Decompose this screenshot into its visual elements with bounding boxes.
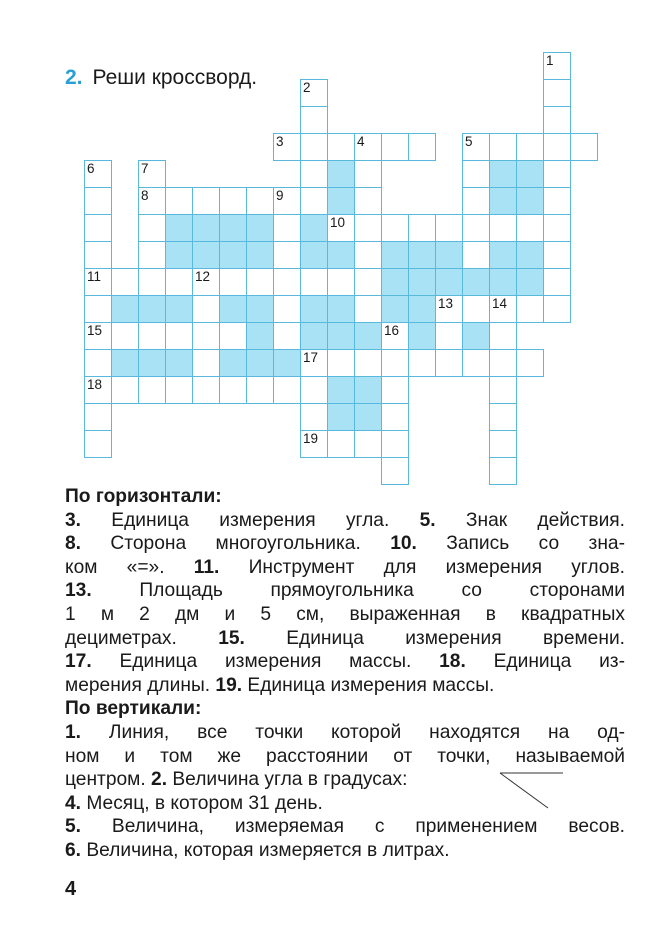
clue-number-label: 1. (65, 721, 82, 743)
letter-cell[interactable] (300, 376, 328, 404)
clue-text: Инструмент для измерения углов. (219, 556, 625, 578)
clue-text: Линия, все точки которой находятся на од- (81, 721, 625, 743)
letter-cell[interactable] (300, 106, 328, 134)
letter-cell[interactable] (543, 241, 571, 269)
letter-cell[interactable] (354, 160, 382, 188)
clue-line (65, 839, 625, 863)
letter-cell[interactable] (435, 349, 463, 377)
clue-number-label: 8. (65, 533, 82, 555)
letter-cell[interactable] (165, 322, 193, 350)
letter-cell[interactable] (300, 187, 328, 215)
letter-cell[interactable] (462, 187, 490, 215)
letter-cell[interactable] (462, 133, 490, 161)
filled-cell (327, 376, 355, 404)
letter-cell[interactable] (273, 241, 301, 269)
clue-line (65, 556, 625, 580)
clue-number-label: 10. (390, 533, 417, 555)
letter-cell[interactable] (516, 349, 544, 377)
clue-text: Сторона многоугольника. (81, 533, 391, 555)
filled-cell (192, 241, 220, 269)
clue-line (65, 603, 625, 627)
letter-cell[interactable] (84, 349, 112, 377)
letter-cell[interactable] (489, 457, 517, 485)
letter-cell[interactable] (489, 430, 517, 458)
clue-text: Величина, измеряемая с применением весов. (81, 816, 625, 838)
filled-cell (192, 214, 220, 242)
letter-cell[interactable] (489, 376, 517, 404)
letter-cell[interactable] (543, 79, 571, 107)
clue-number: 17 (303, 350, 319, 365)
letter-cell[interactable] (489, 133, 517, 161)
letter-cell[interactable] (138, 268, 166, 296)
letter-cell[interactable] (219, 322, 247, 350)
letter-cell[interactable] (138, 241, 166, 269)
clue-text: ном и том же расстоянии от точки, называемой (65, 745, 625, 767)
clue-number-label: 13. (65, 580, 92, 602)
filled-cell (273, 349, 301, 377)
letter-cell[interactable] (219, 376, 247, 404)
filled-cell (354, 376, 382, 404)
letter-cell[interactable] (327, 133, 355, 161)
letter-cell[interactable] (138, 187, 166, 215)
filled-cell (408, 295, 436, 323)
letter-cell[interactable] (273, 295, 301, 323)
filled-cell (408, 241, 436, 269)
clue-text: центром. (65, 769, 152, 791)
letter-cell[interactable] (84, 241, 112, 269)
letter-cell[interactable] (408, 214, 436, 242)
letter-cell[interactable] (84, 403, 112, 431)
letter-cell[interactable] (354, 241, 382, 269)
letter-cell[interactable] (543, 187, 571, 215)
letter-cell[interactable] (381, 430, 409, 458)
letter-cell[interactable] (543, 268, 571, 296)
filled-cell (327, 160, 355, 188)
filled-cell (381, 268, 409, 296)
letter-cell[interactable] (138, 214, 166, 242)
clue-number-label: 19. (215, 674, 243, 696)
letter-cell[interactable] (381, 214, 409, 242)
letter-cell[interactable] (84, 430, 112, 458)
clue-text: Площадь прямоугольника со сторонами (91, 580, 625, 602)
filled-cell (300, 241, 328, 269)
letter-cell[interactable] (84, 376, 112, 404)
letter-cell[interactable] (381, 133, 409, 161)
clue-number-label: 15. (218, 627, 245, 649)
clue-number: 13 (438, 296, 454, 311)
letter-cell[interactable] (84, 214, 112, 242)
letter-cell[interactable] (300, 349, 328, 377)
letter-cell[interactable] (516, 214, 544, 242)
clue-number-label: 2. (151, 769, 168, 791)
filled-cell (246, 322, 274, 350)
filled-cell (219, 295, 247, 323)
letter-cell[interactable] (300, 160, 328, 188)
section-heading (65, 485, 625, 509)
exercise-number: 2. (65, 66, 83, 89)
filled-cell (219, 349, 247, 377)
letter-cell[interactable] (462, 241, 490, 269)
filled-cell (327, 241, 355, 269)
filled-cell (462, 268, 490, 296)
letter-cell[interactable] (462, 349, 490, 377)
clue-number: 12 (195, 269, 211, 284)
filled-cell (489, 268, 517, 296)
exercise-instruction: Реши кроссворд. (92, 66, 258, 89)
letter-cell[interactable] (300, 133, 328, 161)
clue-line (65, 815, 625, 839)
letter-cell[interactable] (462, 160, 490, 188)
clue-number: 8 (141, 188, 149, 203)
letter-cell[interactable] (516, 133, 544, 161)
letter-cell[interactable] (543, 160, 571, 188)
clue-number: 1 (546, 53, 554, 68)
filled-cell (381, 241, 409, 269)
letter-cell[interactable] (462, 295, 490, 323)
filled-cell (111, 295, 139, 323)
clue-number: 18 (87, 377, 103, 392)
clue-number-label: 17. (65, 651, 92, 673)
clue-text: ком «=». (65, 556, 194, 578)
letter-cell[interactable] (543, 52, 571, 80)
clue-text: Величина, которая измеряется в литрах. (81, 839, 450, 861)
clue-number: 3 (276, 134, 284, 149)
letter-cell[interactable] (543, 214, 571, 242)
clue-number: 14 (492, 296, 508, 311)
letter-cell[interactable] (111, 376, 139, 404)
clue-text: Единица измерения угла. (81, 509, 420, 531)
angle-figure (495, 765, 570, 815)
filled-cell (489, 187, 517, 215)
letter-cell[interactable] (273, 322, 301, 350)
letter-cell[interactable] (192, 295, 220, 323)
letter-cell[interactable] (489, 295, 517, 323)
section-heading (65, 697, 625, 721)
filled-cell (516, 187, 544, 215)
letter-cell[interactable] (489, 214, 517, 242)
letter-cell[interactable] (516, 295, 544, 323)
letter-cell[interactable] (300, 268, 328, 296)
letter-cell[interactable] (111, 268, 139, 296)
clue-line (65, 509, 625, 533)
clue-line (65, 721, 625, 745)
clue-number: 9 (276, 188, 284, 203)
page-number: 4 (65, 878, 77, 900)
clue-number-label: 11. (193, 556, 220, 578)
filled-cell (516, 241, 544, 269)
clue-number: 16 (384, 323, 400, 338)
clue-text: Единица из- (465, 651, 625, 673)
letter-cell[interactable] (84, 322, 112, 350)
clue-number-label: 18. (439, 651, 466, 673)
letter-cell[interactable] (354, 187, 382, 215)
filled-cell (327, 295, 355, 323)
clue-number: 5 (465, 134, 473, 149)
filled-cell (489, 160, 517, 188)
letter-cell[interactable] (273, 133, 301, 161)
letter-cell[interactable] (327, 268, 355, 296)
letter-cell[interactable] (300, 79, 328, 107)
letter-cell[interactable] (435, 214, 463, 242)
clue-text: 1 м 2 дм и 5 см, выраженная в квадратных (65, 603, 625, 625)
clue-number: 6 (87, 161, 95, 176)
filled-cell (381, 295, 409, 323)
letter-cell[interactable] (246, 187, 274, 215)
letter-cell[interactable] (462, 214, 490, 242)
letter-cell[interactable] (543, 106, 571, 134)
filled-cell (165, 214, 193, 242)
letter-cell[interactable] (138, 376, 166, 404)
clue-text: Величина угла в градусах: (167, 769, 408, 791)
letter-cell[interactable] (84, 295, 112, 323)
clue-number-label: 5. (65, 816, 82, 838)
letter-cell[interactable] (381, 349, 409, 377)
clue-number: 7 (141, 161, 149, 176)
letter-cell[interactable] (354, 268, 382, 296)
letter-cell[interactable] (354, 133, 382, 161)
letter-cell[interactable] (489, 403, 517, 431)
filled-cell (516, 160, 544, 188)
letter-cell[interactable] (84, 187, 112, 215)
letter-cell[interactable] (246, 268, 274, 296)
clue-number: 2 (303, 80, 311, 95)
filled-cell (435, 268, 463, 296)
clue-number-label: 6. (65, 839, 82, 861)
filled-cell (138, 349, 166, 377)
letter-cell[interactable] (570, 133, 598, 161)
clue-text: Месяц, в котором 31 день. (81, 792, 323, 814)
clue-line (65, 650, 625, 674)
clue-text: Единица измерения массы. (242, 674, 495, 696)
letter-cell[interactable] (219, 187, 247, 215)
letter-cell[interactable] (192, 376, 220, 404)
clue-number-label: 4. (65, 792, 82, 814)
filled-cell (327, 403, 355, 431)
filled-cell (138, 295, 166, 323)
clue-number: 15 (87, 323, 103, 338)
exercise-title (65, 66, 257, 90)
letter-cell[interactable] (165, 187, 193, 215)
heading-text: По вертикали: (65, 698, 202, 720)
filled-cell (435, 241, 463, 269)
clue-text: Единица измерения массы. (91, 651, 440, 673)
filled-cell (300, 322, 328, 350)
filled-cell (219, 241, 247, 269)
filled-cell (246, 241, 274, 269)
clue-number: 10 (330, 215, 346, 230)
filled-cell (408, 268, 436, 296)
letter-cell[interactable] (381, 322, 409, 350)
letter-cell[interactable] (381, 403, 409, 431)
filled-cell (219, 214, 247, 242)
letter-cell[interactable] (273, 187, 301, 215)
letter-cell[interactable] (435, 322, 463, 350)
filled-cell (165, 295, 193, 323)
letter-cell[interactable] (489, 349, 517, 377)
letter-cell[interactable] (327, 430, 355, 458)
filled-cell (165, 349, 193, 377)
filled-cell (354, 403, 382, 431)
filled-cell (300, 214, 328, 242)
filled-cell (165, 241, 193, 269)
letter-cell[interactable] (273, 214, 301, 242)
letter-cell[interactable] (300, 430, 328, 458)
letter-cell[interactable] (138, 160, 166, 188)
filled-cell (246, 295, 274, 323)
letter-cell[interactable] (354, 295, 382, 323)
filled-cell (327, 187, 355, 215)
clue-text: дециметрах. (65, 627, 219, 649)
heading-text: По горизонтали: (65, 486, 222, 507)
filled-cell (462, 322, 490, 350)
filled-cell (408, 322, 436, 350)
clue-number-label: 5. (419, 509, 436, 531)
letter-cell[interactable] (165, 268, 193, 296)
filled-cell (111, 349, 139, 377)
letter-cell[interactable] (435, 295, 463, 323)
letter-cell[interactable] (84, 268, 112, 296)
letter-cell[interactable] (273, 376, 301, 404)
letter-cell[interactable] (84, 160, 112, 188)
clue-number: 4 (357, 134, 365, 149)
letter-cell[interactable] (300, 403, 328, 431)
letter-cell[interactable] (192, 322, 220, 350)
letter-cell[interactable] (138, 322, 166, 350)
letter-cell[interactable] (354, 430, 382, 458)
filled-cell (300, 295, 328, 323)
letter-cell[interactable] (192, 187, 220, 215)
letter-cell[interactable] (354, 214, 382, 242)
letter-cell[interactable] (192, 349, 220, 377)
filled-cell (354, 322, 382, 350)
clue-text: Единица измерения времени. (244, 627, 625, 649)
letter-cell[interactable] (219, 268, 247, 296)
clue-line (65, 627, 625, 651)
clue-number: 11 (87, 269, 102, 284)
clue-number-label: 3. (65, 509, 82, 531)
letter-cell[interactable] (165, 376, 193, 404)
letter-cell[interactable] (111, 322, 139, 350)
filled-cell (516, 268, 544, 296)
letter-cell[interactable] (543, 295, 571, 323)
filled-cell (327, 322, 355, 350)
filled-cell (246, 349, 274, 377)
filled-cell (246, 214, 274, 242)
letter-cell[interactable] (246, 376, 274, 404)
letter-cell[interactable] (408, 133, 436, 161)
letter-cell[interactable] (381, 457, 409, 485)
letter-cell[interactable] (273, 268, 301, 296)
letter-cell[interactable] (543, 133, 571, 161)
clue-text: Запись со зна- (416, 533, 625, 555)
clue-line (65, 532, 625, 556)
clue-number: 19 (303, 431, 319, 446)
letter-cell[interactable] (381, 376, 409, 404)
clue-text: Знак действия. (435, 509, 626, 531)
letter-cell[interactable] (408, 349, 436, 377)
filled-cell (489, 241, 517, 269)
clue-text: мерения длины. (65, 674, 216, 696)
clue-line (65, 579, 625, 603)
letter-cell[interactable] (327, 214, 355, 242)
clue-line (65, 674, 625, 698)
letter-cell[interactable] (489, 322, 517, 350)
letter-cell[interactable] (327, 349, 355, 377)
letter-cell[interactable] (192, 268, 220, 296)
letter-cell[interactable] (354, 349, 382, 377)
